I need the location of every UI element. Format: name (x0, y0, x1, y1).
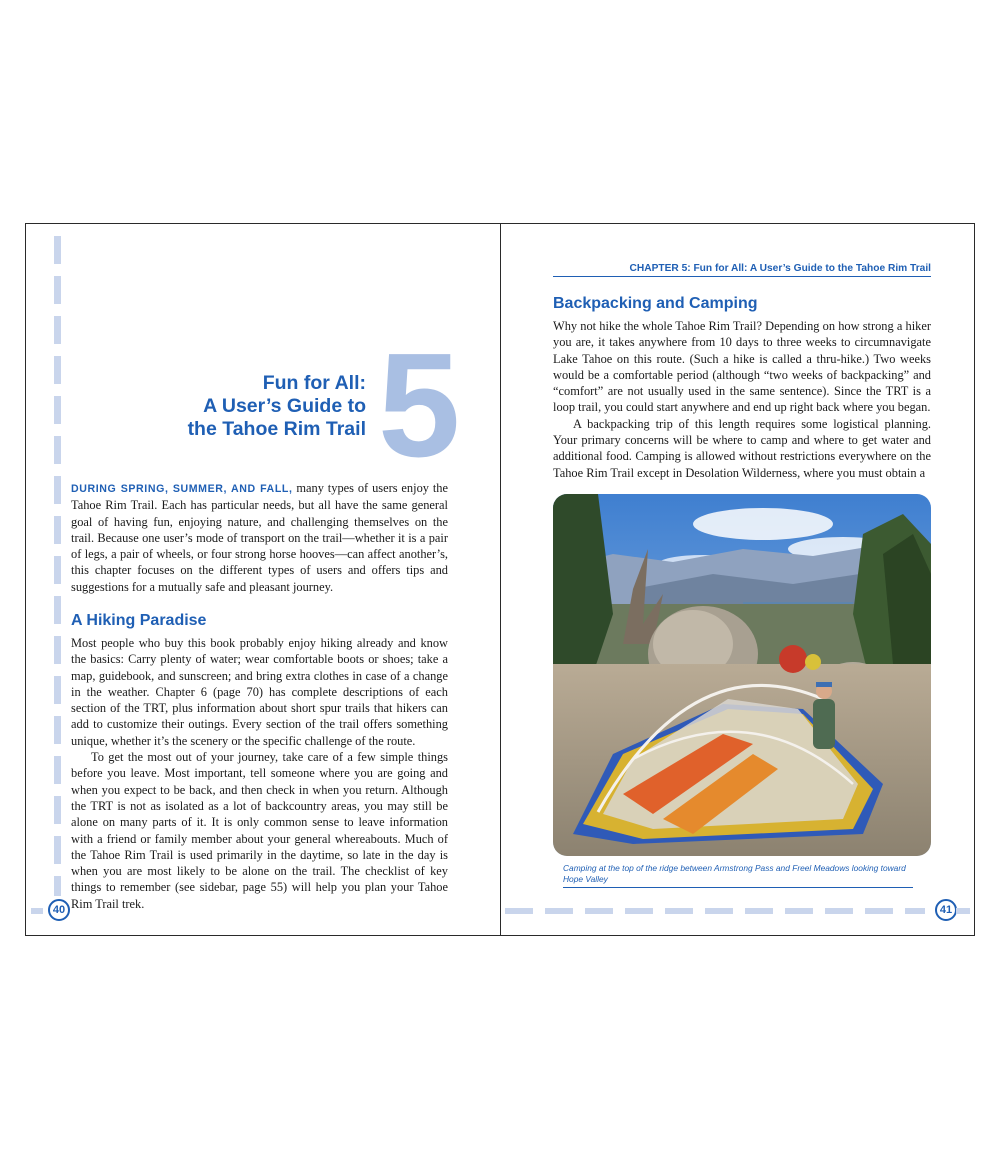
left-page (26, 224, 500, 935)
intro-paragraph (71, 480, 448, 595)
hiking-section-body (71, 635, 448, 912)
footer-dash-decoration (956, 908, 970, 914)
vertical-dash-decoration (54, 236, 61, 896)
running-head: CHAPTER 5: Fun for All: A User’s Guide to the Tahoe Rim Trail (553, 263, 931, 277)
page-number-left: 40 (48, 899, 70, 921)
body-paragraph: Most people who buy this book probably enjoy hiking already and know the basics: Carry plenty of water; wear comfortable boots or shoes; take a map, guidebook, and sunscreen; and bring extra clothes in case of a change in the weather. Chapter 6 (page 70) has complete descriptions of each section of the TRT, plus information about short spur trails that hikers can add to customize their outings. Every section of the trail offers something unique, whether it’s the scenery or the specific challenge of the route. (71, 636, 448, 748)
footer-dash-decoration (505, 908, 925, 914)
body-paragraph: Why not hike the whole Tahoe Rim Trail? Depending on how strong a hiker you are, it takes anywhere from 10 days to three weeks to circumnavigate Lake Tahoe on this route. (Such a hike is called a thru-hike.) Two weeks would be a comfortable period (although “two weeks of backpacking” and “comfort” are not usually used in the same sentence). Since the TRT is a loop trail, you could start anywhere and end up right back where you began. (553, 319, 931, 415)
chapter-title-line: Fun for All: (262, 372, 366, 394)
camping-photo (553, 494, 931, 856)
chapter-title-line: the Tahoe Rim Trail (187, 418, 366, 440)
chapter-number: 5 (378, 323, 461, 488)
photo-caption: Camping at the top of the ridge between Armstrong Pass and Freel Meadows looking toward Hope Valley (563, 863, 913, 888)
section-heading-backpacking: Backpacking and Camping (553, 295, 758, 312)
footer-dash-decoration (31, 908, 43, 914)
chapter-title-line: A User’s Guide to (203, 395, 366, 417)
section-heading-hiking: A Hiking Paradise (71, 612, 207, 629)
backpacking-section-body (553, 318, 931, 481)
camping-photo-illustration (553, 494, 931, 856)
intro-text: many types of users enjoy the Tahoe Rim Trail. Each has particular needs, but all have the same general goal of having fun, enjoying nature, and challenging themselves on the trail. Because one user’s mode of transport on the trail—whether it is a pair of legs, a pair of wheels, or four strong horse hooves—can affect another’s, this chapter focuses on the different types of users and offers tips and suggestions for a mutually safe and pleasant journey. (71, 481, 448, 594)
right-page (501, 224, 975, 935)
intro-lead-in: DURING SPRING, SUMMER, AND FALL, (71, 483, 293, 495)
page-number-right: 41 (935, 899, 957, 921)
body-paragraph: A backpacking trip of this length requires some logistical planning. Your primary concerns will be where to camp and where to get water and additional food. Camping is allowed without restrictions everywhere on the Tahoe Rim Trail except in Desolation Wilderness, where you must obtain a (553, 416, 931, 480)
book-spread (25, 223, 975, 936)
chapter-title (188, 372, 366, 441)
body-paragraph: To get the most out of your journey, take care of a few simple things before you leave. Most important, tell someone where you are going and when you expect to be back, and then check in when you return. Although the TRT is not as isolated as a lot of backcountry areas, you may still be alone on many parts of it. It is only common sense to leave information with a friend or family member about your general whereabouts. Much of the Tahoe Rim Trail is used primarily in the daytime, so late in the day is when you are most likely to be alone on the trail. The checklist of key things to remember (see sidebar, page 55) will help you plan your Tahoe Rim Trail trek. (71, 750, 448, 911)
